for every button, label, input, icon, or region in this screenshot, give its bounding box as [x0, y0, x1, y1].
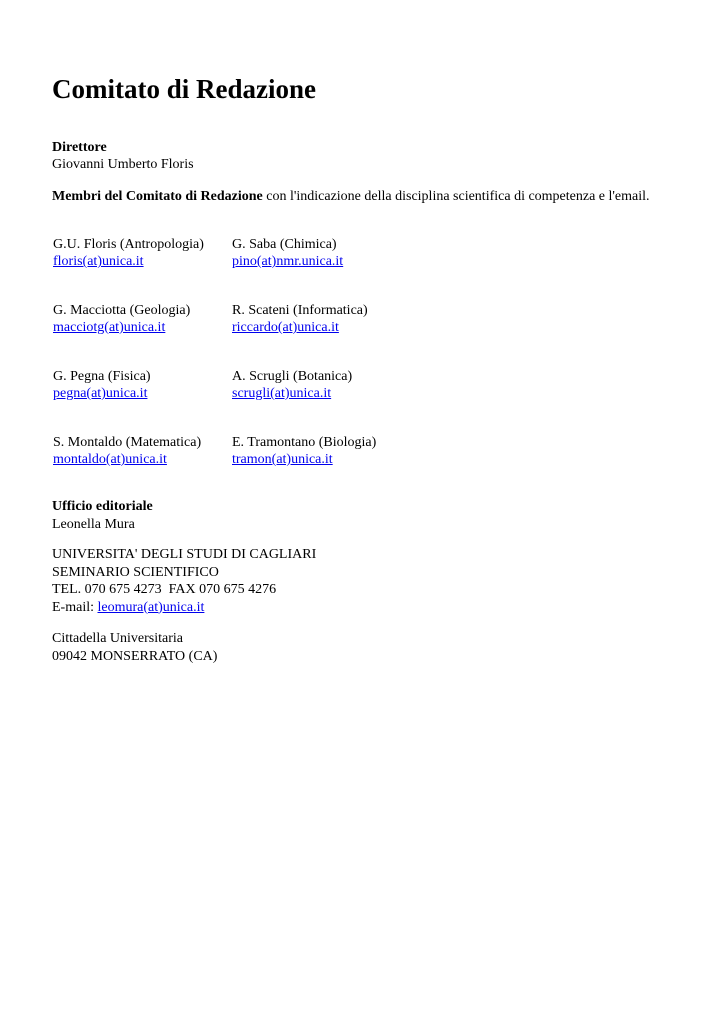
- ufficio-section: [52, 498, 153, 533]
- member-name: G.U. Floris (Antropologia): [53, 237, 204, 252]
- direttore-section: [52, 139, 194, 173]
- member-name: G. Macciotta (Geologia): [53, 303, 191, 318]
- contact-email-link[interactable]: leomura(at)unica.it: [97, 599, 205, 615]
- university-contact: [52, 546, 316, 616]
- member-entry: [53, 302, 190, 336]
- members-row: [53, 368, 453, 408]
- phone-fax: TEL. 070 675 4273 FAX 070 675 4276: [52, 582, 277, 597]
- member-entry: [232, 302, 368, 336]
- member-entry: [232, 434, 376, 468]
- member-email-link[interactable]: tramon(at)unica.it: [232, 452, 333, 467]
- member-email-link[interactable]: pegna(at)unica.it: [53, 386, 148, 401]
- members-intro: [52, 188, 650, 205]
- member-name: G. Pegna (Fisica): [53, 369, 151, 384]
- ufficio-heading: Ufficio editoriale: [52, 499, 153, 514]
- member-email-link[interactable]: scrugli(at)unica.it: [232, 386, 332, 401]
- member-email-link[interactable]: pino(at)nmr.unica.it: [232, 254, 344, 269]
- department-name: SEMINARIO SCIENTIFICO: [52, 564, 219, 580]
- email-label: E-mail:: [52, 599, 98, 615]
- member-email-link[interactable]: riccardo(at)unica.it: [232, 320, 339, 335]
- member-entry: [53, 434, 201, 468]
- member-entry: [232, 236, 343, 270]
- member-name: S. Montaldo (Matematica): [53, 435, 202, 450]
- member-entry: [53, 236, 204, 270]
- member-name: A. Scrugli (Botanica): [232, 369, 353, 384]
- member-entry: [53, 368, 151, 402]
- member-entry: [232, 368, 352, 402]
- member-email-link[interactable]: montaldo(at)unica.it: [53, 452, 167, 467]
- direttore-heading: Direttore: [52, 140, 107, 155]
- member-name: E. Tramontano (Biologia): [232, 435, 377, 450]
- members-row: [53, 434, 453, 474]
- ufficio-name: Leonella Mura: [52, 516, 135, 532]
- email-line: [52, 599, 316, 617]
- address-block: [52, 630, 217, 665]
- member-email-link[interactable]: macciotg(at)unica.it: [53, 320, 166, 335]
- members-intro-heading: Membri del Comitato di Redazione: [52, 189, 263, 204]
- member-name: R. Scateni (Informatica): [232, 303, 368, 318]
- members-row: [53, 302, 453, 342]
- members-row: [53, 236, 453, 276]
- members-intro-text: con l'indicazione della disciplina scientifica di competenza e l'email.: [262, 189, 650, 204]
- direttore-name: Giovanni Umberto Floris: [52, 157, 194, 172]
- member-name: G. Saba (Chimica): [232, 237, 337, 252]
- address-line-1: Cittadella Universitaria: [52, 631, 184, 646]
- address-line-2: 09042 MONSERRATO (CA): [52, 648, 218, 664]
- member-email-link[interactable]: floris(at)unica.it: [53, 254, 144, 269]
- page-title: Comitato di Redazione: [52, 74, 316, 104]
- university-name: UNIVERSITA' DEGLI STUDI DI CAGLIARI: [52, 547, 317, 562]
